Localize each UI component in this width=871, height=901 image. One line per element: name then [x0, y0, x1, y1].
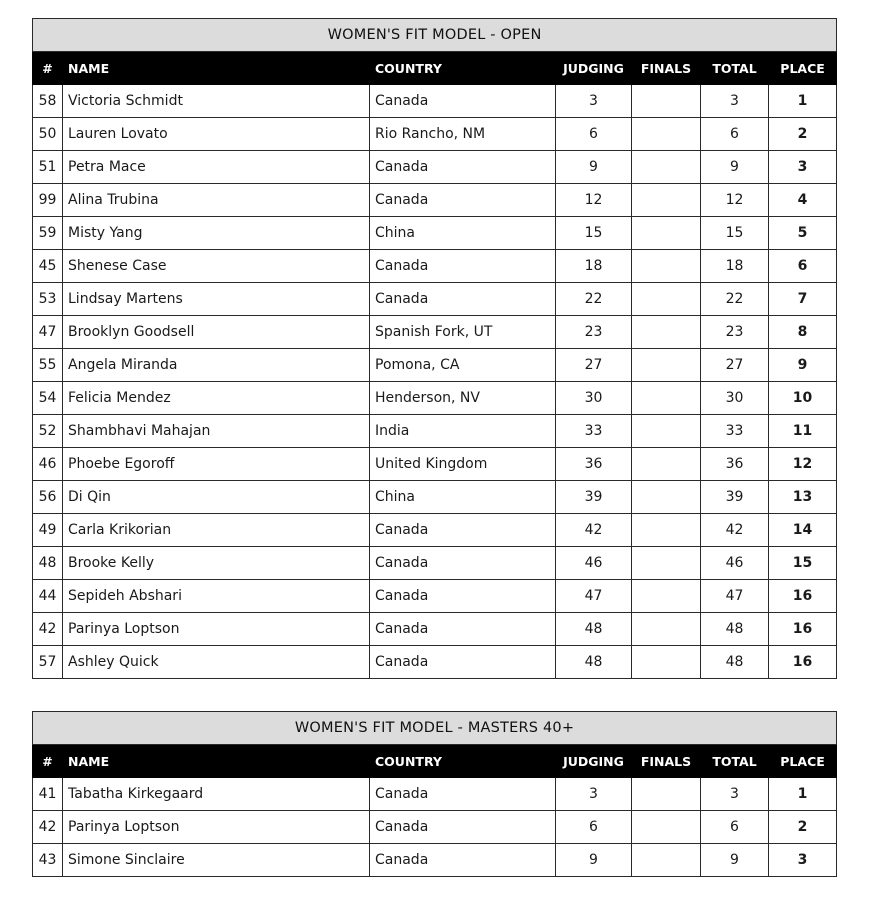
- total-score: 30: [701, 382, 769, 415]
- competitor-number: 43: [33, 844, 63, 877]
- placing: 2: [769, 118, 837, 151]
- masters-table: [32, 711, 837, 877]
- finals-score: [632, 448, 701, 481]
- finals-score: [632, 613, 701, 646]
- placing: 15: [769, 547, 837, 580]
- table-row: [33, 316, 837, 349]
- open-table: [32, 18, 837, 679]
- competitor-country: Canada: [370, 613, 556, 646]
- total-score: 23: [701, 316, 769, 349]
- table-row: [33, 547, 837, 580]
- competitor-country: Canada: [370, 184, 556, 217]
- competitor-country: China: [370, 481, 556, 514]
- finals-score: [632, 349, 701, 382]
- competitor-name: Parinya Loptson: [63, 811, 370, 844]
- judging-score: 3: [556, 778, 632, 811]
- table-row: [33, 415, 837, 448]
- competitor-name: Ashley Quick: [63, 646, 370, 679]
- competitor-country: Henderson, NV: [370, 382, 556, 415]
- judging-score: 48: [556, 613, 632, 646]
- judging-score: 18: [556, 250, 632, 283]
- col-header-name: NAME: [63, 745, 370, 778]
- col-header-finals: FINALS: [632, 745, 701, 778]
- competitor-number: 41: [33, 778, 63, 811]
- total-score: 3: [701, 778, 769, 811]
- results-table-masters: [32, 711, 836, 877]
- results-table-open: [32, 18, 836, 679]
- table-row: [33, 646, 837, 679]
- competitor-number: 53: [33, 283, 63, 316]
- table-row: [33, 514, 837, 547]
- col-header-country: COUNTRY: [370, 52, 556, 85]
- competitor-country: Canada: [370, 844, 556, 877]
- competitor-name: Shenese Case: [63, 250, 370, 283]
- placing: 12: [769, 448, 837, 481]
- col-header-total: TOTAL: [701, 52, 769, 85]
- finals-score: [632, 415, 701, 448]
- placing: 1: [769, 778, 837, 811]
- finals-score: [632, 118, 701, 151]
- competitor-country: Canada: [370, 151, 556, 184]
- competitor-country: Canada: [370, 646, 556, 679]
- competitor-number: 59: [33, 217, 63, 250]
- competitor-number: 49: [33, 514, 63, 547]
- table-row: [33, 250, 837, 283]
- competitor-country: Rio Rancho, NM: [370, 118, 556, 151]
- table-row: [33, 613, 837, 646]
- competitor-number: 45: [33, 250, 63, 283]
- table-row: [33, 448, 837, 481]
- table-row: [33, 217, 837, 250]
- competitor-name: Lindsay Martens: [63, 283, 370, 316]
- finals-score: [632, 646, 701, 679]
- finals-score: [632, 316, 701, 349]
- placing: 10: [769, 382, 837, 415]
- col-header-name: NAME: [63, 52, 370, 85]
- total-score: 48: [701, 646, 769, 679]
- placing: 4: [769, 184, 837, 217]
- competitor-country: China: [370, 217, 556, 250]
- finals-score: [632, 217, 701, 250]
- competitor-country: Canada: [370, 85, 556, 118]
- table-row: [33, 580, 837, 613]
- judging-score: 23: [556, 316, 632, 349]
- competitor-country: Canada: [370, 778, 556, 811]
- competitor-name: Phoebe Egoroff: [63, 448, 370, 481]
- judging-score: 42: [556, 514, 632, 547]
- competitor-country: Canada: [370, 250, 556, 283]
- placing: 2: [769, 811, 837, 844]
- competitor-name: Simone Sinclaire: [63, 844, 370, 877]
- table-row: [33, 85, 837, 118]
- judging-score: 12: [556, 184, 632, 217]
- col-header-judging: JUDGING: [556, 745, 632, 778]
- competitor-name: Victoria Schmidt: [63, 85, 370, 118]
- competitor-number: 42: [33, 613, 63, 646]
- total-score: 48: [701, 613, 769, 646]
- competitor-country: Spanish Fork, UT: [370, 316, 556, 349]
- competitor-number: 46: [33, 448, 63, 481]
- placing: 13: [769, 481, 837, 514]
- placing: 6: [769, 250, 837, 283]
- total-score: 3: [701, 85, 769, 118]
- competitor-country: Canada: [370, 547, 556, 580]
- table-row: [33, 349, 837, 382]
- competitor-name: Angela Miranda: [63, 349, 370, 382]
- total-score: 42: [701, 514, 769, 547]
- competitor-number: 44: [33, 580, 63, 613]
- competitor-name: Misty Yang: [63, 217, 370, 250]
- finals-score: [632, 184, 701, 217]
- placing: 16: [769, 613, 837, 646]
- total-score: 6: [701, 811, 769, 844]
- competitor-number: 52: [33, 415, 63, 448]
- competitor-country: Pomona, CA: [370, 349, 556, 382]
- total-score: 22: [701, 283, 769, 316]
- placing: 9: [769, 349, 837, 382]
- table-row: [33, 481, 837, 514]
- competitor-country: Canada: [370, 811, 556, 844]
- competitor-name: Brooke Kelly: [63, 547, 370, 580]
- total-score: 33: [701, 415, 769, 448]
- placing: 16: [769, 646, 837, 679]
- total-score: 47: [701, 580, 769, 613]
- judging-score: 9: [556, 151, 632, 184]
- judging-score: 46: [556, 547, 632, 580]
- competitor-number: 55: [33, 349, 63, 382]
- table-row: [33, 118, 837, 151]
- judging-score: 39: [556, 481, 632, 514]
- table-row: [33, 382, 837, 415]
- competitor-number: 47: [33, 316, 63, 349]
- judging-score: 27: [556, 349, 632, 382]
- competitor-name: Petra Mace: [63, 151, 370, 184]
- finals-score: [632, 844, 701, 877]
- table-row: [33, 184, 837, 217]
- header-row: [33, 52, 837, 85]
- col-header-place: PLACE: [769, 745, 837, 778]
- competitor-name: Shambhavi Mahajan: [63, 415, 370, 448]
- placing: 11: [769, 415, 837, 448]
- col-header-finals: FINALS: [632, 52, 701, 85]
- total-score: 46: [701, 547, 769, 580]
- competitor-country: Canada: [370, 580, 556, 613]
- table-row: [33, 283, 837, 316]
- finals-score: [632, 778, 701, 811]
- placing: 1: [769, 85, 837, 118]
- total-score: 15: [701, 217, 769, 250]
- competitor-name: Felicia Mendez: [63, 382, 370, 415]
- judging-score: 6: [556, 811, 632, 844]
- total-score: 9: [701, 151, 769, 184]
- competitor-name: Di Qin: [63, 481, 370, 514]
- competitor-number: 57: [33, 646, 63, 679]
- finals-score: [632, 283, 701, 316]
- placing: 16: [769, 580, 837, 613]
- placing: 7: [769, 283, 837, 316]
- competitor-name: Brooklyn Goodsell: [63, 316, 370, 349]
- judging-score: 33: [556, 415, 632, 448]
- competitor-name: Parinya Loptson: [63, 613, 370, 646]
- competitor-country: United Kingdom: [370, 448, 556, 481]
- finals-score: [632, 514, 701, 547]
- competitor-name: Sepideh Abshari: [63, 580, 370, 613]
- judging-score: 3: [556, 85, 632, 118]
- total-score: 6: [701, 118, 769, 151]
- competitor-country: Canada: [370, 283, 556, 316]
- finals-score: [632, 250, 701, 283]
- competitor-number: 48: [33, 547, 63, 580]
- competitor-name: Tabatha Kirkegaard: [63, 778, 370, 811]
- table-row: [33, 811, 837, 844]
- table-row: [33, 778, 837, 811]
- competitor-name: Alina Trubina: [63, 184, 370, 217]
- col-header-num: #: [33, 52, 63, 85]
- judging-score: 15: [556, 217, 632, 250]
- table-row: [33, 844, 837, 877]
- competitor-number: 58: [33, 85, 63, 118]
- total-score: 18: [701, 250, 769, 283]
- total-score: 27: [701, 349, 769, 382]
- competitor-number: 50: [33, 118, 63, 151]
- finals-score: [632, 580, 701, 613]
- table-title: WOMEN'S FIT MODEL - MASTERS 40+: [33, 712, 837, 745]
- col-header-judging: JUDGING: [556, 52, 632, 85]
- table-title: WOMEN'S FIT MODEL - OPEN: [33, 19, 837, 52]
- header-row: [33, 745, 837, 778]
- competitor-number: 51: [33, 151, 63, 184]
- placing: 3: [769, 151, 837, 184]
- competitor-number: 99: [33, 184, 63, 217]
- placing: 8: [769, 316, 837, 349]
- placing: 14: [769, 514, 837, 547]
- judging-score: 36: [556, 448, 632, 481]
- finals-score: [632, 481, 701, 514]
- competitor-number: 54: [33, 382, 63, 415]
- total-score: 12: [701, 184, 769, 217]
- competitor-name: Carla Krikorian: [63, 514, 370, 547]
- finals-score: [632, 811, 701, 844]
- col-header-num: #: [33, 745, 63, 778]
- finals-score: [632, 382, 701, 415]
- judging-score: 6: [556, 118, 632, 151]
- col-header-place: PLACE: [769, 52, 837, 85]
- col-header-country: COUNTRY: [370, 745, 556, 778]
- total-score: 39: [701, 481, 769, 514]
- judging-score: 9: [556, 844, 632, 877]
- total-score: 36: [701, 448, 769, 481]
- judging-score: 30: [556, 382, 632, 415]
- table-row: [33, 151, 837, 184]
- placing: 3: [769, 844, 837, 877]
- finals-score: [632, 151, 701, 184]
- total-score: 9: [701, 844, 769, 877]
- judging-score: 48: [556, 646, 632, 679]
- placing: 5: [769, 217, 837, 250]
- competitor-number: 42: [33, 811, 63, 844]
- judging-score: 47: [556, 580, 632, 613]
- competitor-country: India: [370, 415, 556, 448]
- competitor-country: Canada: [370, 514, 556, 547]
- finals-score: [632, 547, 701, 580]
- col-header-total: TOTAL: [701, 745, 769, 778]
- finals-score: [632, 85, 701, 118]
- competitor-number: 56: [33, 481, 63, 514]
- judging-score: 22: [556, 283, 632, 316]
- competitor-name: Lauren Lovato: [63, 118, 370, 151]
